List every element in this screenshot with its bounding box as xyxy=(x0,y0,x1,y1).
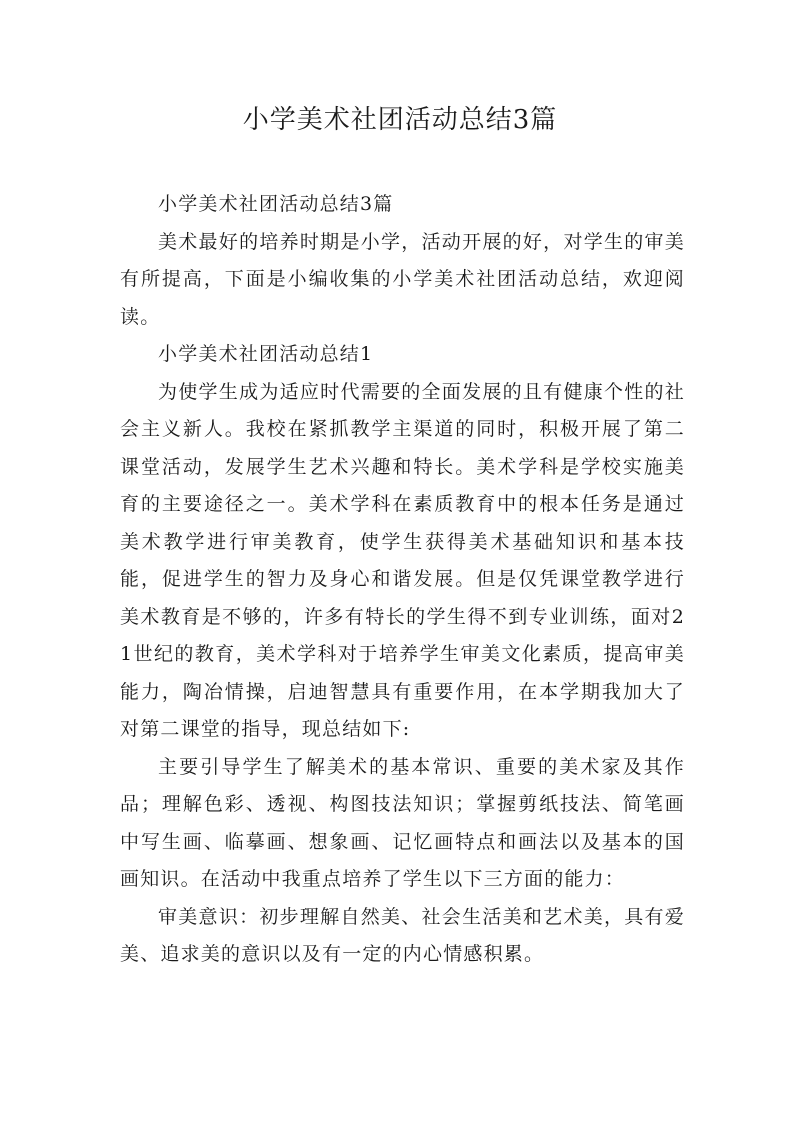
paragraph-subtitle: 小学美术社团活动总结3篇 xyxy=(158,193,394,215)
document-title: 小学美术社团活动总结3篇 xyxy=(242,105,558,135)
document-body xyxy=(120,186,685,974)
paragraph-section-heading: 小学美术社团活动总结1 xyxy=(158,343,374,365)
paragraph-body: 审美意识：初步理解自然美、社会生活美和艺术美，具有爱美、追求美的意识以及有一定的内心情感积累。 xyxy=(120,905,685,965)
paragraph-intro: 美术最好的培养时期是小学，活动开展的好，对学生的审美有所提高，下面是小编收集的小学美术社团活动总结，欢迎阅读。 xyxy=(120,230,685,328)
paragraph-body: 为使学生成为适应时代需要的全面发展的且有健康个性的社会主义新人。我校在紧抓教学主渠道的同时，积极开展了第二课堂活动，发展学生艺术兴趣和特长。美术学科是学校实施美育的主要途径之一。美术学科在素质教育中的根本任务是通过美术教学进行审美教育，使学生获得美术基础知识和基本技能，促进学生的智力及身心和谐发展。但是仅凭课堂教学进行美术教育是不够的，许多有特长的学生得不到专业训练，面对21世纪的教育，美术学科对于培养学生审美文化素质，提高审美能力，陶冶情操，启迪智慧具有重要作用，在本学期我加大了对第二课堂的指导，现总结如下: xyxy=(120,380,685,740)
paragraph-body: 主要引导学生了解美术的基本常识、重要的美术家及其作品；理解色彩、透视、构图技法知识；掌握剪纸技法、简笔画中写生画、临摹画、想象画、记忆画特点和画法以及基本的国画知识。在活动中我重点培养了学生以下三方面的能力： xyxy=(120,755,685,890)
